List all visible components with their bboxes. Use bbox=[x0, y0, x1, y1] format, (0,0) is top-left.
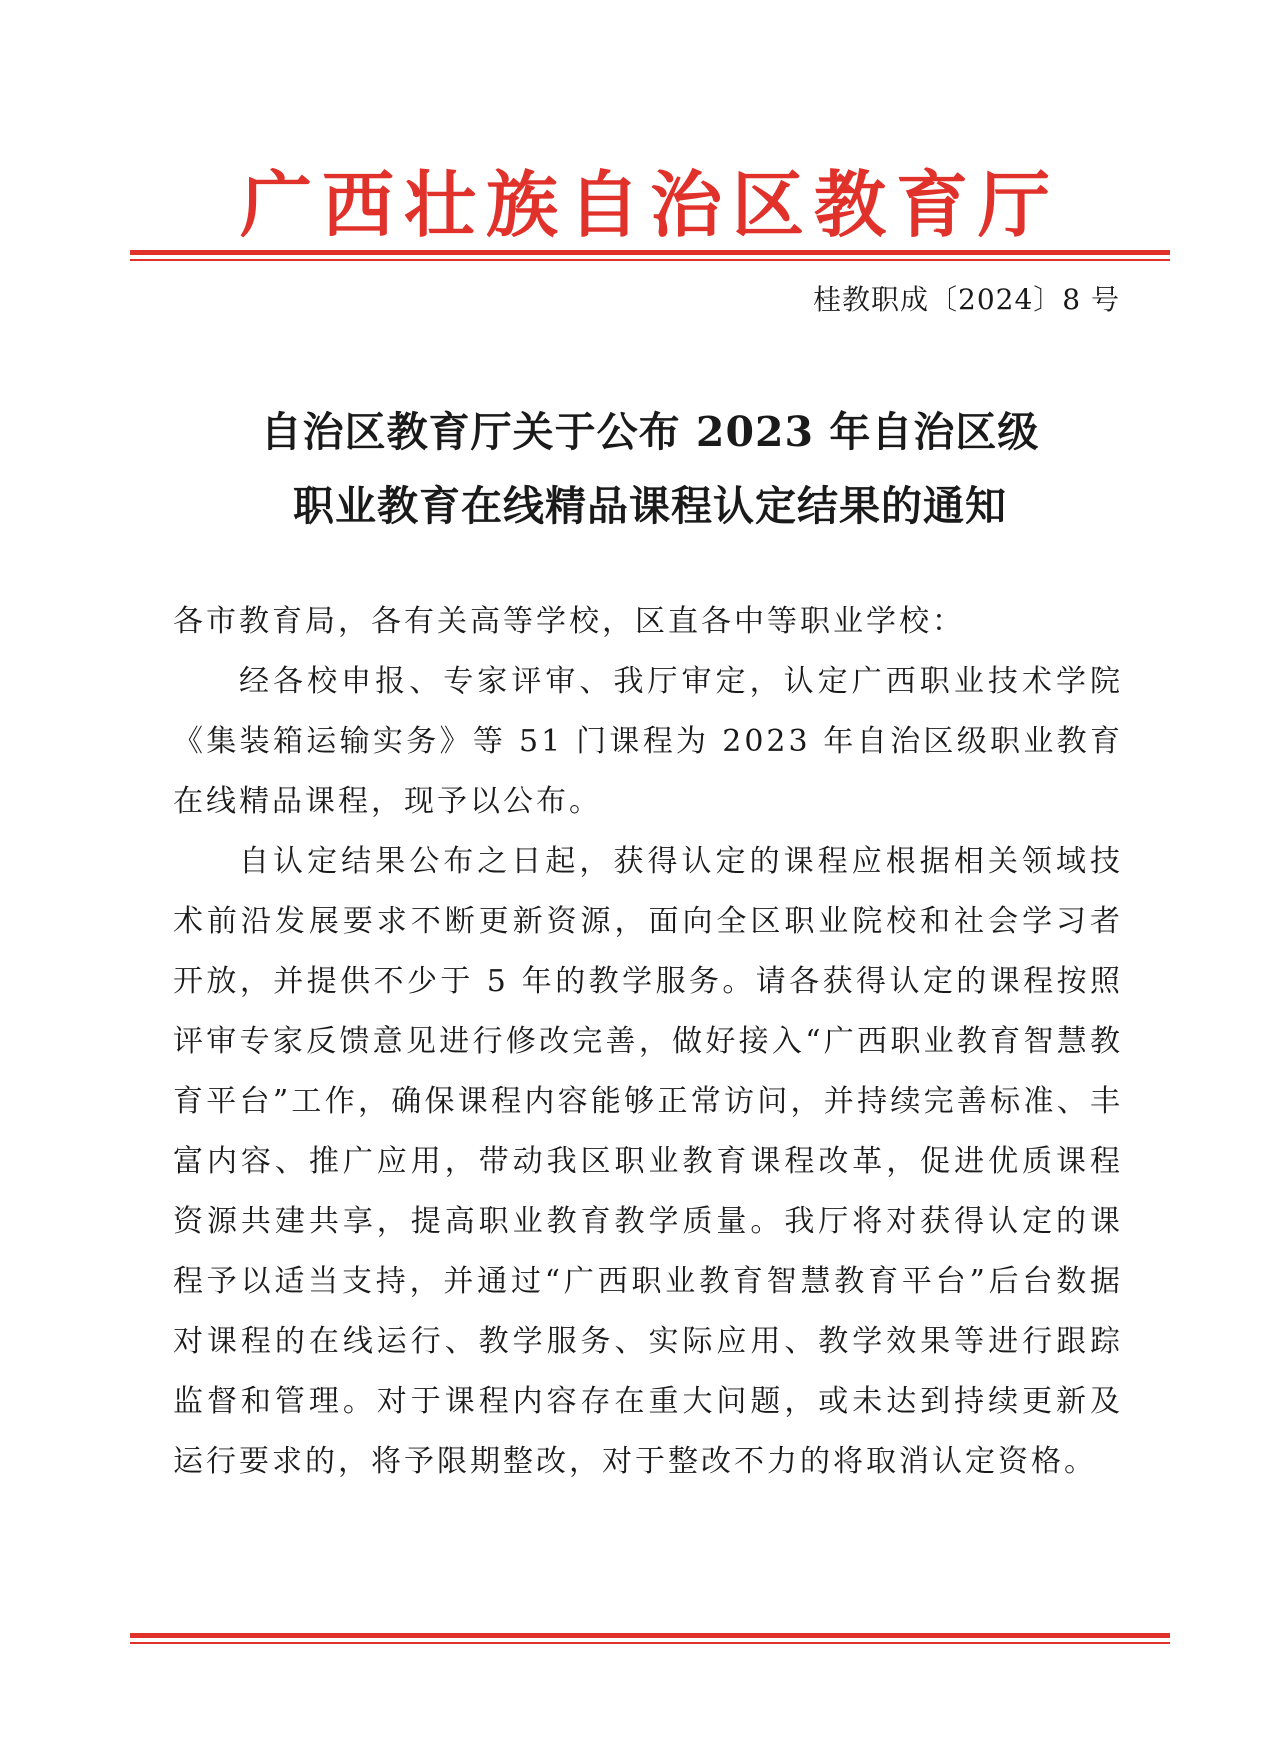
paragraph-2: 自认定结果公布之日起，获得认定的课程应根据相关领域技术前沿发展要求不断更新资源，面向全区职业院校和社会学习者开放，并提供不少于 5 年的教学服务。请各获得认定的课程按照评审专家反馈意见进行修改完善，做好接入“广西职业教育智慧教育平台”工作，确保课程内容能够正常访问，并持续完善标准、丰富内容、推广应用，带动我区职业教育课程改革，促进优质课程资源共建共享，提高职业教育教学质量。我厅将对获得认定的课程予以适当支持，并通过“广西职业教育智慧教育平台”后台数据对课程的在线运行、教学服务、实际应用、教学效果等进行跟踪监督和管理。对于课程内容存在重大问题，或未达到持续更新及运行要求的，将予限期整改，对于整改不力的将取消认定资格。 bbox=[173, 844, 1123, 1479]
header-rule-thick bbox=[130, 250, 1170, 255]
title-line-1: 自治区教育厅关于公布 2023 年自治区级 bbox=[260, 408, 1040, 456]
document-body bbox=[173, 592, 1123, 1492]
header-rule-thin bbox=[130, 259, 1170, 261]
title-line-2: 职业教育在线精品课程认定结果的通知 bbox=[293, 482, 1007, 530]
organization-header: 广西壮族自治区教育厅 bbox=[239, 162, 1060, 247]
salutation: 各市教育局，各有关高等学校，区直各中等职业学校： bbox=[173, 604, 965, 639]
paragraph-1: 经各校申报、专家评审、我厅审定，认定广西职业技术学院《集装箱运输实务》等 51 门课程为 2023 年自治区级职业教育在线精品课程，现予以公布。 bbox=[173, 664, 1123, 819]
document-title bbox=[130, 395, 1170, 543]
footer-rule-thick bbox=[130, 1633, 1170, 1638]
footer-rule-thin bbox=[130, 1642, 1170, 1644]
document-number: 桂教职成〔2024〕8 号 bbox=[813, 283, 1120, 316]
